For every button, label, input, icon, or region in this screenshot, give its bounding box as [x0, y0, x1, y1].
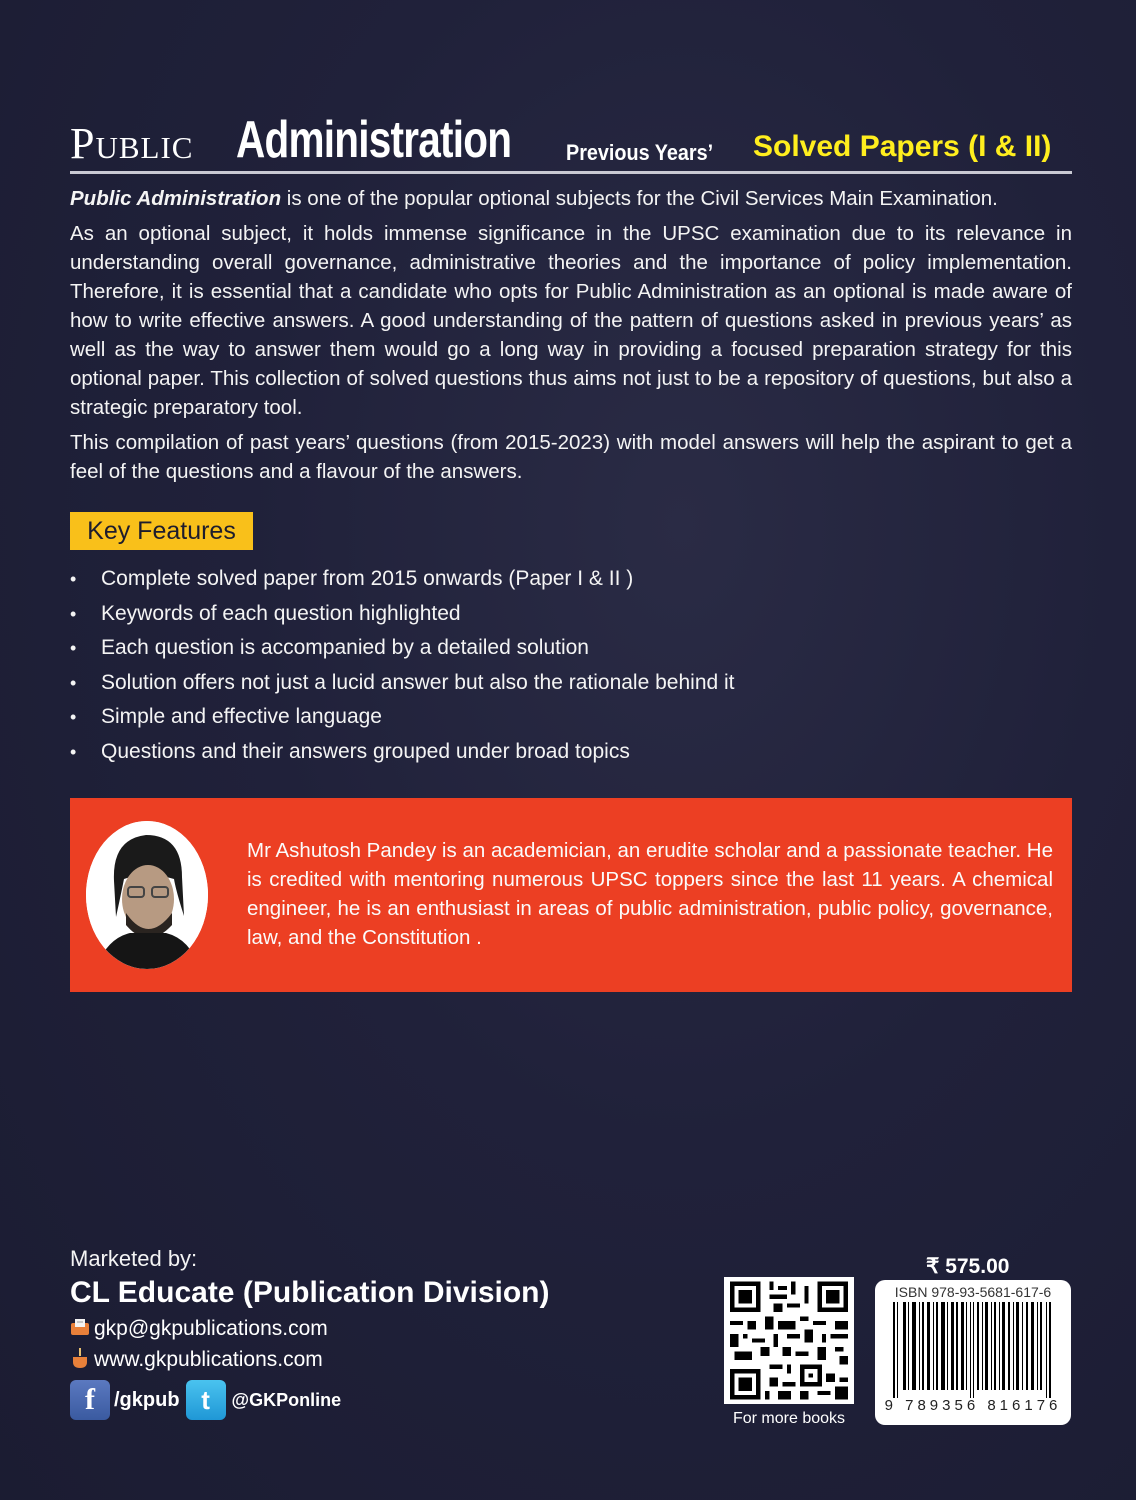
intro-paragraph-1-text: is one of the popular optional subjects for the Civil Services Main Examination. — [281, 187, 998, 210]
intro-description — [70, 184, 1072, 492]
website-link[interactable]: www.gkpublications.com — [94, 1348, 323, 1371]
email-link[interactable]: gkp@gkpublications.com — [94, 1317, 328, 1340]
publisher-name: CL Educate (Publication Division) — [70, 1276, 550, 1309]
facebook-icon[interactable]: f — [70, 1380, 110, 1420]
feature-item — [70, 700, 735, 735]
barcode-icon — [889, 1302, 1057, 1398]
feature-item — [70, 562, 735, 597]
twitter-icon[interactable]: t — [186, 1380, 226, 1420]
author-box — [70, 798, 1072, 992]
author-bio: Mr Ashutosh Pandey is an academician, an erudite scholar and a passionate teacher. He is credited with mentoring numerous UPSC toppers since the last 11 years. A chemical engineer, he is an enthusiast in areas of public administration, public policy, governance, law, and the Constitution . — [247, 839, 1053, 949]
email-contact — [70, 1316, 328, 1342]
social-links — [70, 1380, 341, 1420]
book-title — [70, 110, 1072, 168]
qr-code-icon[interactable] — [724, 1277, 854, 1404]
qr-caption: For more books — [732, 1410, 846, 1427]
price: ₹ 575.00 — [926, 1255, 1010, 1278]
bullet-icon: • — [70, 603, 77, 624]
feature-text: Simple and effective language — [101, 705, 382, 729]
bullet-icon: • — [70, 569, 77, 589]
title-public: Public — [70, 119, 194, 168]
bullet-icon: • — [70, 638, 77, 659]
feature-text: Solution offers not just a lucid answer but also the rationale behind it — [101, 670, 735, 694]
title-previous-years: Previous Years’ — [566, 140, 714, 165]
title-divider — [70, 171, 1072, 174]
bullet-icon: • — [70, 672, 77, 693]
twitter-handle[interactable]: @GKPonline — [231, 1389, 342, 1410]
title-administration: Administration — [236, 111, 512, 169]
feature-text: Questions and their answers grouped under broad topics — [101, 739, 630, 763]
intro-paragraph-2: As an optional subject, it holds immense significance in the UPSC examination due to its relevance in understanding overall governance, administrative theories and the importance of policy implementation. Therefore, it is essential that a candidate who opts for Public Administration as an optional is made aware of how to write effective answers. A good understanding of the pattern of questions asked in previous years’ as well as the way to answer them would go a long way in providing a focused preparation strategy for this optional paper. This collection of solved questions thus aims not just to be a repository of questions, but also a strategic preparatory tool. — [70, 222, 1072, 419]
isbn-number: ISBN 978-93-5681-617-6 — [894, 1284, 1052, 1300]
marketed-by-label: Marketed by: — [70, 1246, 198, 1271]
intro-paragraph-1 — [70, 184, 1072, 213]
author-portrait-icon — [86, 821, 208, 969]
mouse-icon — [70, 1345, 90, 1375]
facebook-handle[interactable]: /gkpub — [114, 1388, 180, 1411]
website-contact — [70, 1345, 323, 1375]
feature-text: Complete solved paper from 2015 onwards (Paper I & II ) — [101, 567, 634, 590]
barcode-digits: 9 789356 816176 — [884, 1397, 1062, 1414]
feature-item — [70, 597, 735, 632]
feature-item — [70, 735, 735, 770]
intro-paragraph-3: This compilation of past years’ questions (from 2015-2023) with model answers will help the aspirant to get a feel of the questions and a flavour of the answers. — [70, 431, 1072, 483]
feature-item — [70, 666, 735, 701]
feature-item — [70, 631, 735, 666]
feature-text: Keywords of each question highlighted — [101, 601, 461, 625]
feature-text: Each question is accompanied by a detailed solution — [101, 636, 589, 660]
title-solved-papers: Solved Papers (I & II) — [753, 130, 1052, 163]
bullet-icon: • — [70, 741, 77, 762]
mail-icon — [70, 1316, 90, 1342]
bullet-icon: • — [70, 707, 77, 728]
key-features-heading: Key Features — [70, 512, 253, 550]
key-features-list — [70, 562, 735, 770]
isbn-barcode — [875, 1280, 1071, 1425]
intro-emphasis: Public Administration — [70, 187, 282, 210]
